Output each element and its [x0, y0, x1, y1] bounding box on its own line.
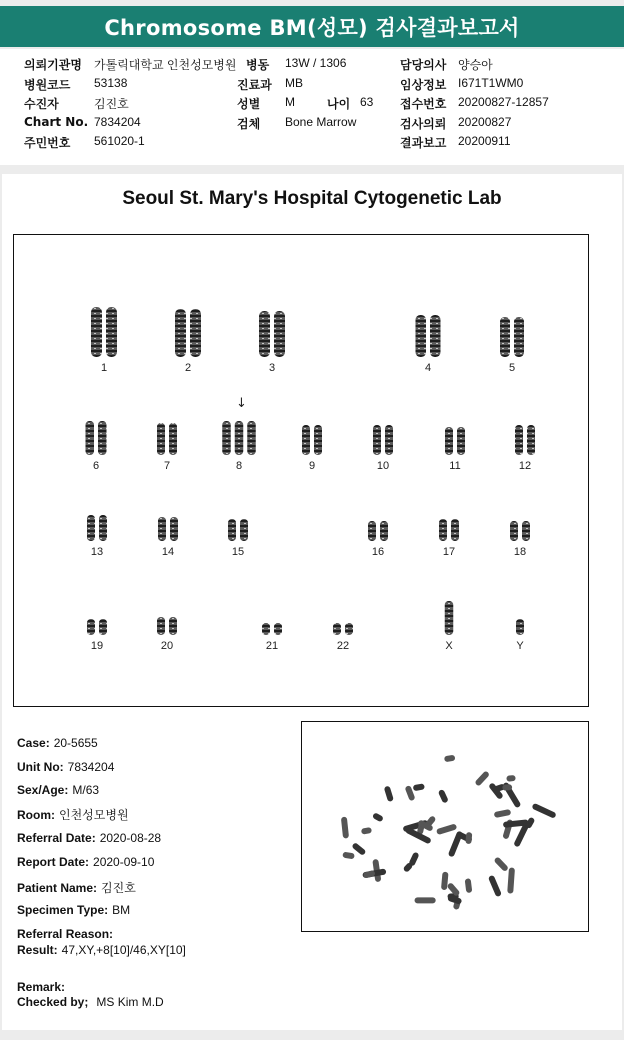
cytogenetic-report: [2, 174, 622, 1030]
chromosome-label-5: 5: [508, 362, 516, 374]
metaphase-chromosome: [441, 872, 449, 891]
metaphase-chromosome: [488, 875, 502, 898]
dept-value: MB: [285, 76, 303, 90]
chromosome-label-16: 16: [371, 546, 385, 558]
metaphase-chromosome: [465, 878, 473, 893]
metaphase-chromosome: [413, 783, 425, 791]
unit-no-label: Unit No:: [17, 760, 64, 774]
metaphase-chromosome: [341, 817, 349, 839]
specimen-type-label: Specimen Type:: [17, 903, 109, 917]
chromosome-label-18: 18: [513, 546, 527, 558]
chromosome-12-copy-2: [527, 425, 535, 455]
metaphase-chromosome: [502, 784, 512, 790]
metaphase-chromosome: [465, 832, 472, 844]
metaphase-chromosome: [531, 803, 556, 819]
case-value: 20-5655: [53, 736, 98, 750]
institution-value: 가톨릭대학교 인천성모병원: [94, 58, 237, 72]
clinical-label: 임상정보: [400, 78, 447, 92]
metaphase-chromosome: [361, 827, 372, 835]
metaphase-chromosome: [438, 789, 449, 804]
ward-label: 병동: [246, 58, 270, 72]
age-label: 나이: [327, 97, 351, 111]
sex-age-label: Sex/Age:: [17, 783, 69, 797]
patient-value: 김진호: [94, 97, 129, 111]
chromosome-label-15: 15: [231, 546, 245, 558]
metaphase-chromosome: [384, 786, 394, 803]
specimen-label: 검체: [237, 117, 261, 131]
age-value: 63: [360, 95, 374, 109]
chromosome-label-14: 14: [161, 546, 175, 558]
sex-label: 성별: [237, 97, 261, 111]
chromosome-label-7: 7: [163, 460, 171, 472]
patient-name-label: Patient Name:: [17, 881, 98, 895]
unit-no-value: 7834204: [67, 760, 115, 774]
id-value: 561020-1: [94, 134, 145, 148]
chromosome-X-copy-1: [445, 601, 454, 635]
metaphase-chromosome: [474, 770, 490, 786]
chart-no-value: 7834204: [94, 115, 141, 129]
patient-info-panel: [0, 49, 624, 165]
chromosome-Y-copy-1: [516, 619, 524, 635]
checked-by-value: MS Kim M.D: [96, 995, 164, 1009]
chromosome-label-13: 13: [90, 546, 104, 558]
chromosome-18-copy-1: [510, 521, 518, 541]
chromosome-label-10: 10: [376, 460, 390, 472]
institution-label: 의뢰기관명: [24, 58, 82, 72]
chromosome-label-1: 1: [100, 362, 108, 374]
metaphase-chromosome: [372, 812, 384, 822]
chromosome-label-11: 11: [449, 460, 461, 472]
metaphase-chromosome: [444, 755, 456, 763]
chromosome-10-copy-1: [373, 425, 381, 455]
metaphase-spread-panel: [301, 721, 589, 932]
sex-age-value: M/63: [72, 783, 100, 797]
chromosome-17-copy-2: [451, 519, 459, 541]
sex-value: M: [285, 95, 295, 109]
chromosome-label-4: 4: [424, 362, 432, 374]
result-value: 47,XY,+8[10]/46,XY[10]: [61, 943, 186, 957]
id-label: 주민번호: [24, 136, 71, 150]
result-report-label: 결과보고: [400, 136, 447, 150]
metaphase-chromosome: [415, 897, 436, 903]
remark-label: Remark:: [17, 980, 66, 994]
case-label: Case:: [17, 736, 50, 750]
doctor-value: 양승아: [458, 58, 493, 72]
metaphase-chromosome: [493, 856, 509, 872]
receipt-label: 접수번호: [400, 97, 447, 111]
chromosome-4-copy-2: [430, 315, 441, 357]
chromosome-label-17: 17: [442, 546, 456, 558]
case-details: [2, 174, 302, 1030]
metaphase-chromosome: [342, 852, 355, 860]
hospital-code-label: 병원코드: [24, 78, 71, 92]
trisomy-arrow-icon: ↓: [236, 396, 247, 411]
chromosome-9-copy-1: [302, 425, 310, 455]
request-value: 20200827: [458, 115, 512, 129]
doctor-label: 담당의사: [400, 58, 447, 72]
patient-label: 수진자: [24, 97, 59, 111]
specimen-value: Bone Marrow: [285, 115, 357, 129]
patient-name-value: 김진호: [101, 881, 136, 895]
metaphase-chromosome: [363, 870, 376, 879]
referral-date-value: 2020-08-28: [99, 831, 162, 845]
ward-value: 13W / 1306: [285, 56, 347, 70]
chromosome-label-21: 21: [265, 640, 279, 652]
checked-by-label: Checked by;: [17, 995, 89, 1009]
report-date-value: 2020-09-10: [93, 855, 155, 869]
specimen-type-value: BM: [112, 903, 131, 917]
chromosome-12-copy-1: [515, 425, 523, 455]
chromosome-label-6: 6: [92, 460, 100, 472]
metaphase-chromosome: [436, 823, 457, 835]
chromosome-label-X: X: [445, 640, 453, 652]
clinical-value: I671T1WM0: [458, 76, 524, 90]
chromosome-16-copy-2: [380, 521, 388, 541]
report-date-label: Report Date:: [17, 855, 90, 869]
room-value: 인천성모병원: [59, 808, 129, 822]
chromosome-label-22: 22: [336, 640, 350, 652]
request-label: 검사의뢰: [400, 117, 447, 131]
chromosome-5-copy-1: [500, 317, 510, 357]
room-label: Room:: [17, 808, 55, 822]
chromosome-11-copy-1: [445, 427, 453, 455]
chromosome-16-copy-1: [368, 521, 376, 541]
receipt-value: 20200827-12857: [458, 95, 549, 109]
chromosome-4-copy-1: [416, 315, 427, 357]
chromosome-5-copy-2: [514, 317, 524, 357]
metaphase-chromosome: [506, 775, 516, 782]
metaphase-image: [302, 722, 588, 931]
result-report-value: 20200911: [458, 134, 511, 148]
chromosome-18-copy-2: [522, 521, 530, 541]
metaphase-chromosome: [507, 867, 515, 893]
chromosome-17-copy-1: [439, 519, 447, 541]
chromosome-label-9: 9: [308, 460, 316, 472]
dept-label: 진료과: [237, 78, 272, 92]
metaphase-chromosome: [494, 809, 512, 818]
chromosome-label-12: 12: [518, 460, 532, 472]
chromosome-label-20: 20: [160, 640, 174, 652]
chromosome-11-copy-2: [457, 427, 465, 455]
chart-no-label: Chart No.: [24, 115, 89, 129]
chromosome-10-copy-2: [385, 425, 393, 455]
chromosome-9-copy-2: [314, 425, 322, 455]
report-title: Chromosome BM(성모) 검사결과보고서: [0, 6, 624, 47]
metaphase-chromosome: [408, 852, 419, 867]
chromosome-label-8: 8: [235, 460, 243, 472]
chromosome-22-copy-2: [345, 623, 353, 635]
hospital-code-value: 53138: [94, 76, 128, 90]
chromosome-22-copy-1: [333, 623, 341, 635]
chromosome-label-2: 2: [184, 362, 192, 374]
chromosome-label-19: 19: [90, 640, 104, 652]
chromosome-label-3: 3: [268, 362, 276, 374]
lab-title: Seoul St. Mary's Hospital Cytogenetic Lab: [122, 188, 502, 209]
referral-date-label: Referral Date:: [17, 831, 96, 845]
chromosome-label-Y: Y: [516, 640, 524, 652]
referral-reason-label: Referral Reason:: [17, 927, 114, 941]
result-label: Result:: [17, 943, 58, 957]
